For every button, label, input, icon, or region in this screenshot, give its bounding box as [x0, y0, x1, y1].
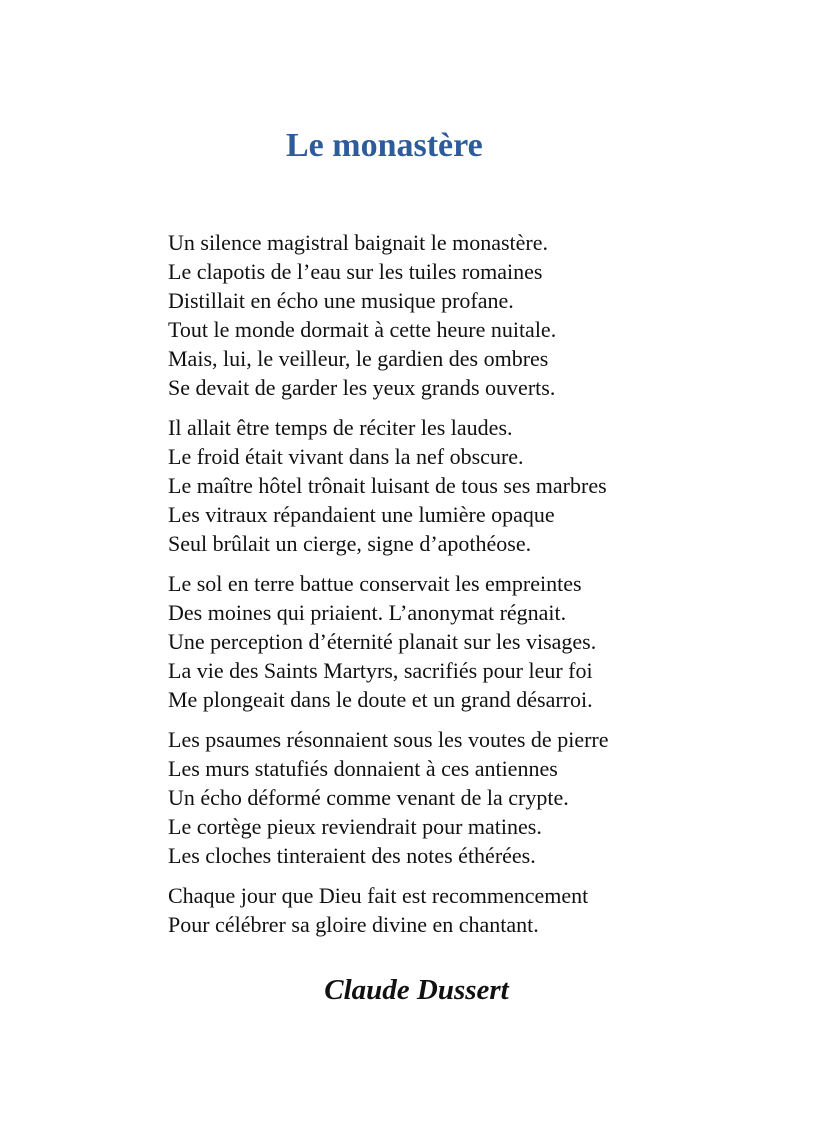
- stanza-3: [168, 569, 833, 714]
- poem-line: Une perception d’éternité planait sur les visages.: [168, 629, 597, 654]
- poem-line: Le sol en terre battue conservait les empreintes: [168, 571, 582, 596]
- poem-line: Distillait en écho une musique profane.: [168, 288, 514, 313]
- poem-line: Le cortège pieux reviendrait pour matines.: [168, 814, 542, 839]
- poem-line: Un silence magistral baignait le monastère.: [168, 230, 548, 255]
- poem-line: Le clapotis de l’eau sur les tuiles romaines: [168, 259, 543, 284]
- poem-line: Les murs statufiés donnaient à ces antiennes: [168, 756, 558, 781]
- stanza-5: [168, 881, 833, 939]
- poem-line: Il allait être temps de réciter les laudes.: [168, 415, 513, 440]
- poem-line: Mais, lui, le veilleur, le gardien des ombres: [168, 346, 549, 371]
- stanza-2: [168, 413, 833, 558]
- stanza-4: [168, 725, 833, 870]
- poem-line: Seul brûlait un cierge, signe d’apothéose.: [168, 531, 532, 556]
- poem-body: [168, 228, 833, 939]
- poem-title: Le monastère: [286, 127, 483, 164]
- poem-line: Les psaumes résonnaient sous les voutes de pierre: [168, 727, 609, 752]
- poem-line: Me plongeait dans le doute et un grand désarroi.: [168, 687, 593, 712]
- poem-line: Des moines qui priaient. L’anonymat régnait.: [168, 600, 567, 625]
- poem-line: Le froid était vivant dans la nef obscure.: [168, 444, 524, 469]
- poem-line: Un écho déformé comme venant de la crypte.: [168, 785, 569, 810]
- poem-line: Se devait de garder les yeux grands ouverts.: [168, 375, 556, 400]
- poem-line: Les cloches tinteraient des notes éthérées.: [168, 843, 536, 868]
- poem-line: Tout le monde dormait à cette heure nuitale.: [168, 317, 557, 342]
- poem-line: Le maître hôtel trônait luisant de tous ses marbres: [168, 473, 607, 498]
- poem-line: Pour célébrer sa gloire divine en chantant.: [168, 912, 539, 937]
- stanza-1: [168, 228, 833, 402]
- author-signature: Claude Dussert: [324, 974, 509, 1006]
- poem-line: Les vitraux répandaient une lumière opaque: [168, 502, 555, 527]
- poem-line: La vie des Saints Martyrs, sacrifiés pour leur foi: [168, 658, 593, 683]
- poem-line: Chaque jour que Dieu fait est recommencement: [168, 883, 589, 908]
